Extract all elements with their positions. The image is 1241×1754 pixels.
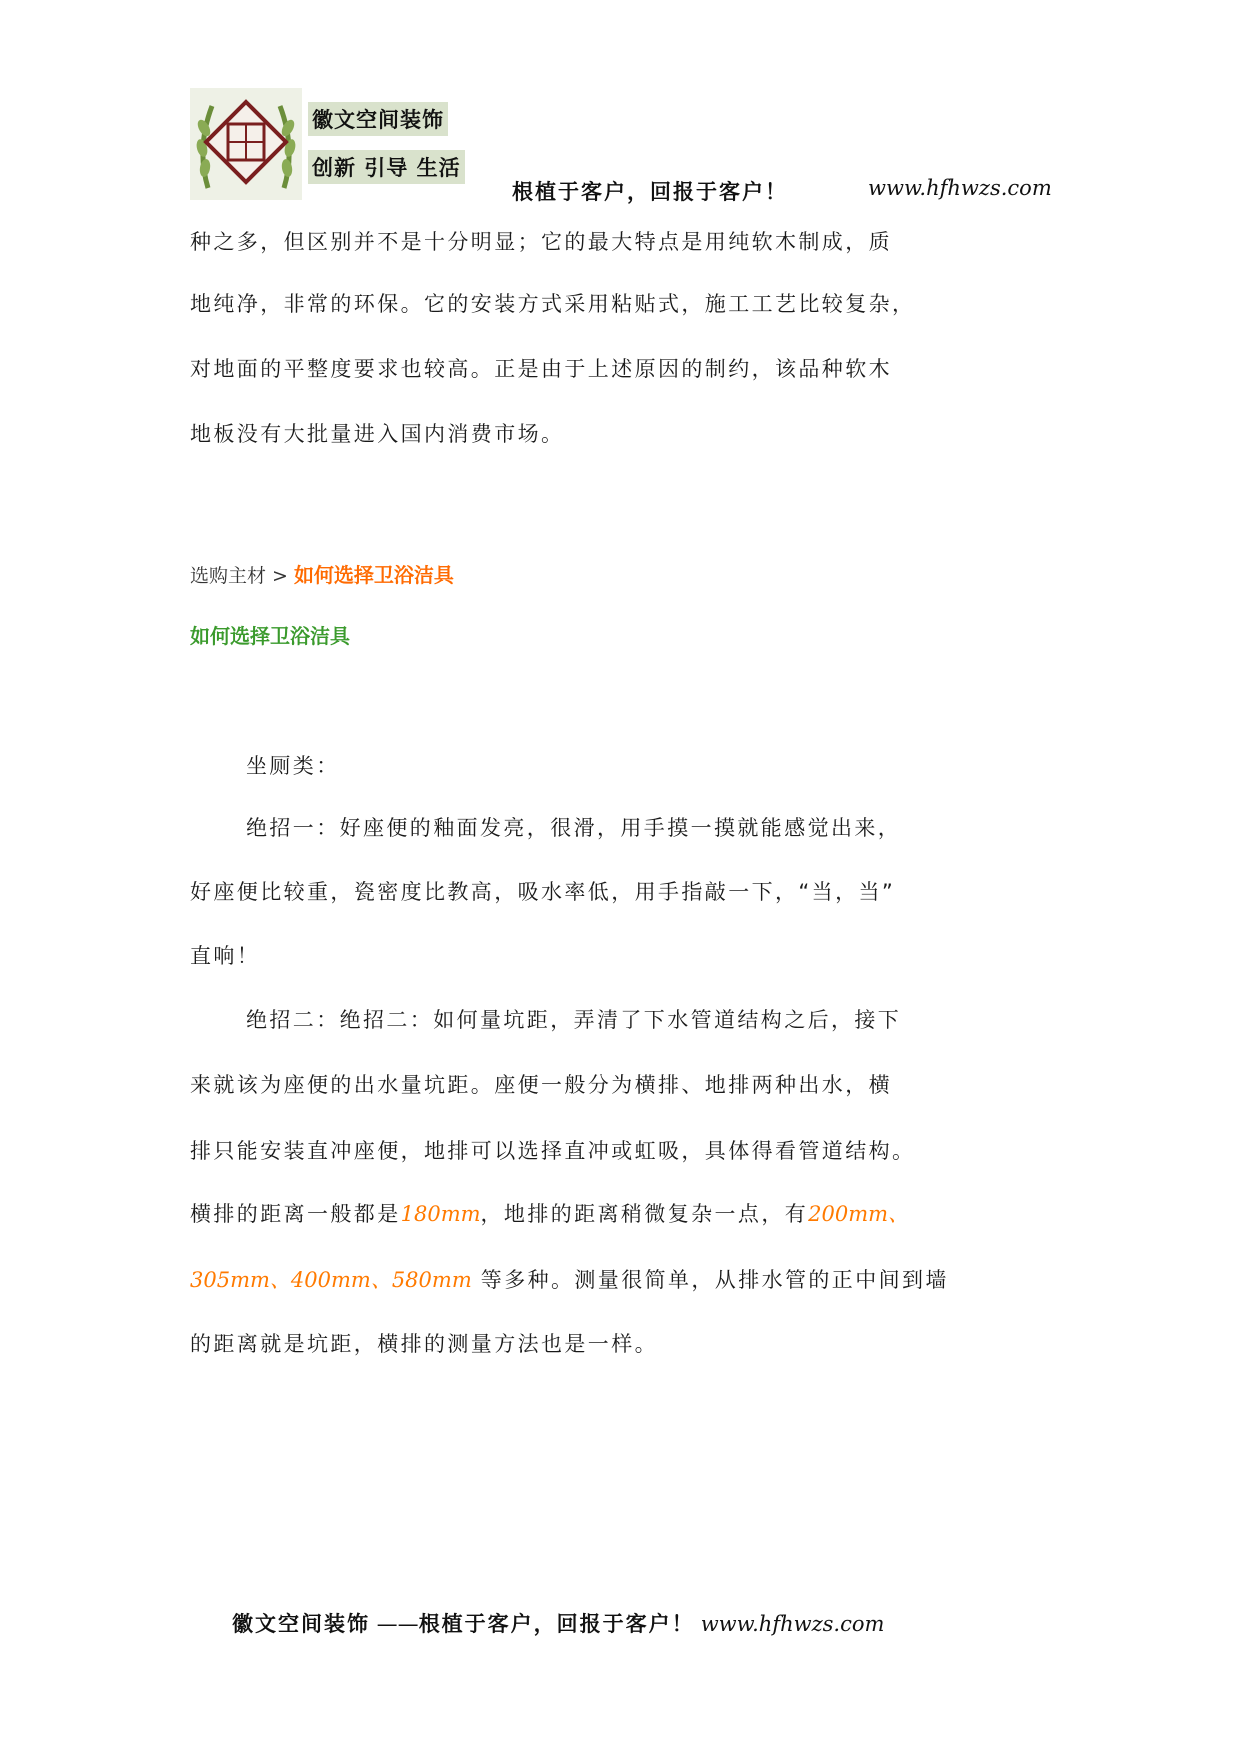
header-slogan: 根植于客户，回报于客户！ bbox=[512, 180, 788, 204]
logo-emblem-icon bbox=[190, 88, 302, 200]
article-title: 如何选择卫浴洁具 bbox=[190, 624, 350, 648]
intro-line-4: 地板没有大批量进入国内消费市场。 bbox=[190, 422, 565, 446]
logo-company-name: 徽文空间装饰 bbox=[308, 102, 448, 136]
tip2-line-6: 的距离就是坑距，横排的测量方法也是一样。 bbox=[190, 1332, 658, 1356]
breadcrumb bbox=[190, 559, 454, 588]
tip1-line-3: 直响！ bbox=[190, 944, 261, 968]
tip2-line-3: 排只能安装直冲座便，地排可以选择直冲或虹吸，具体得看管道结构。 bbox=[190, 1139, 916, 1163]
tip2-line-4-text-a: 横排的距离一般都是 bbox=[190, 1202, 401, 1226]
breadcrumb-separator: > bbox=[272, 565, 288, 587]
tip2-measure-200: 200mm、 bbox=[808, 1202, 910, 1226]
footer-url: www.hfhwzs.com bbox=[700, 1612, 885, 1636]
company-logo bbox=[190, 88, 461, 200]
tip1-line-1: 绝招一：好座便的釉面发亮，很滑，用手摸一摸就能感觉出来， bbox=[246, 816, 902, 840]
footer-dash: —— bbox=[370, 1612, 419, 1636]
tip2-measure-180: 180mm bbox=[400, 1202, 481, 1226]
tip2-line-5-text-b: 等多种。测量很简单，从排水管的正中间到墙 bbox=[471, 1268, 949, 1292]
intro-line-2: 地纯净，非常的环保。它的安装方式采用粘贴式，施工工艺比较复杂， bbox=[190, 292, 916, 316]
tip1-line-2: 好座便比较重，瓷密度比教高，吸水率低，用手指敲一下，“当，当” bbox=[190, 880, 896, 904]
footer-company: 徽文空间装饰 bbox=[232, 1612, 370, 1636]
tip2-line-5 bbox=[190, 1266, 949, 1294]
breadcrumb-current: 如何选择卫浴洁具 bbox=[293, 563, 454, 587]
tip2-line-1: 绝招二：绝招二：如何量坑距，弄清了下水管道结构之后，接下 bbox=[246, 1008, 902, 1032]
breadcrumb-parent-link[interactable]: 选购主材 bbox=[190, 565, 267, 587]
logo-motto: 创新 引导 生活 bbox=[308, 150, 465, 184]
tip2-line-4 bbox=[190, 1200, 909, 1228]
intro-line-3: 对地面的平整度要求也较高。正是由于上述原因的制约，该品种软木 bbox=[190, 357, 892, 381]
footer-slogan: 根植于客户，回报于客户！ bbox=[418, 1612, 695, 1636]
section-heading: 坐厕类： bbox=[246, 754, 340, 778]
intro-line-1: 种之多，但区别并不是十分明显；它的最大特点是用纯软木制成，质 bbox=[190, 230, 892, 254]
page-footer bbox=[232, 1608, 884, 1638]
tip2-line-4-text-c: ，地排的距离稍微复杂一点，有 bbox=[480, 1202, 809, 1226]
tip2-line-2: 来就该为座便的出水量坑距。座便一般分为横排、地排两种出水，横 bbox=[190, 1073, 892, 1097]
header-url: www.hfhwzs.com bbox=[868, 176, 1052, 200]
tip2-measures-list: 305mm、400mm、580mm bbox=[190, 1268, 472, 1292]
